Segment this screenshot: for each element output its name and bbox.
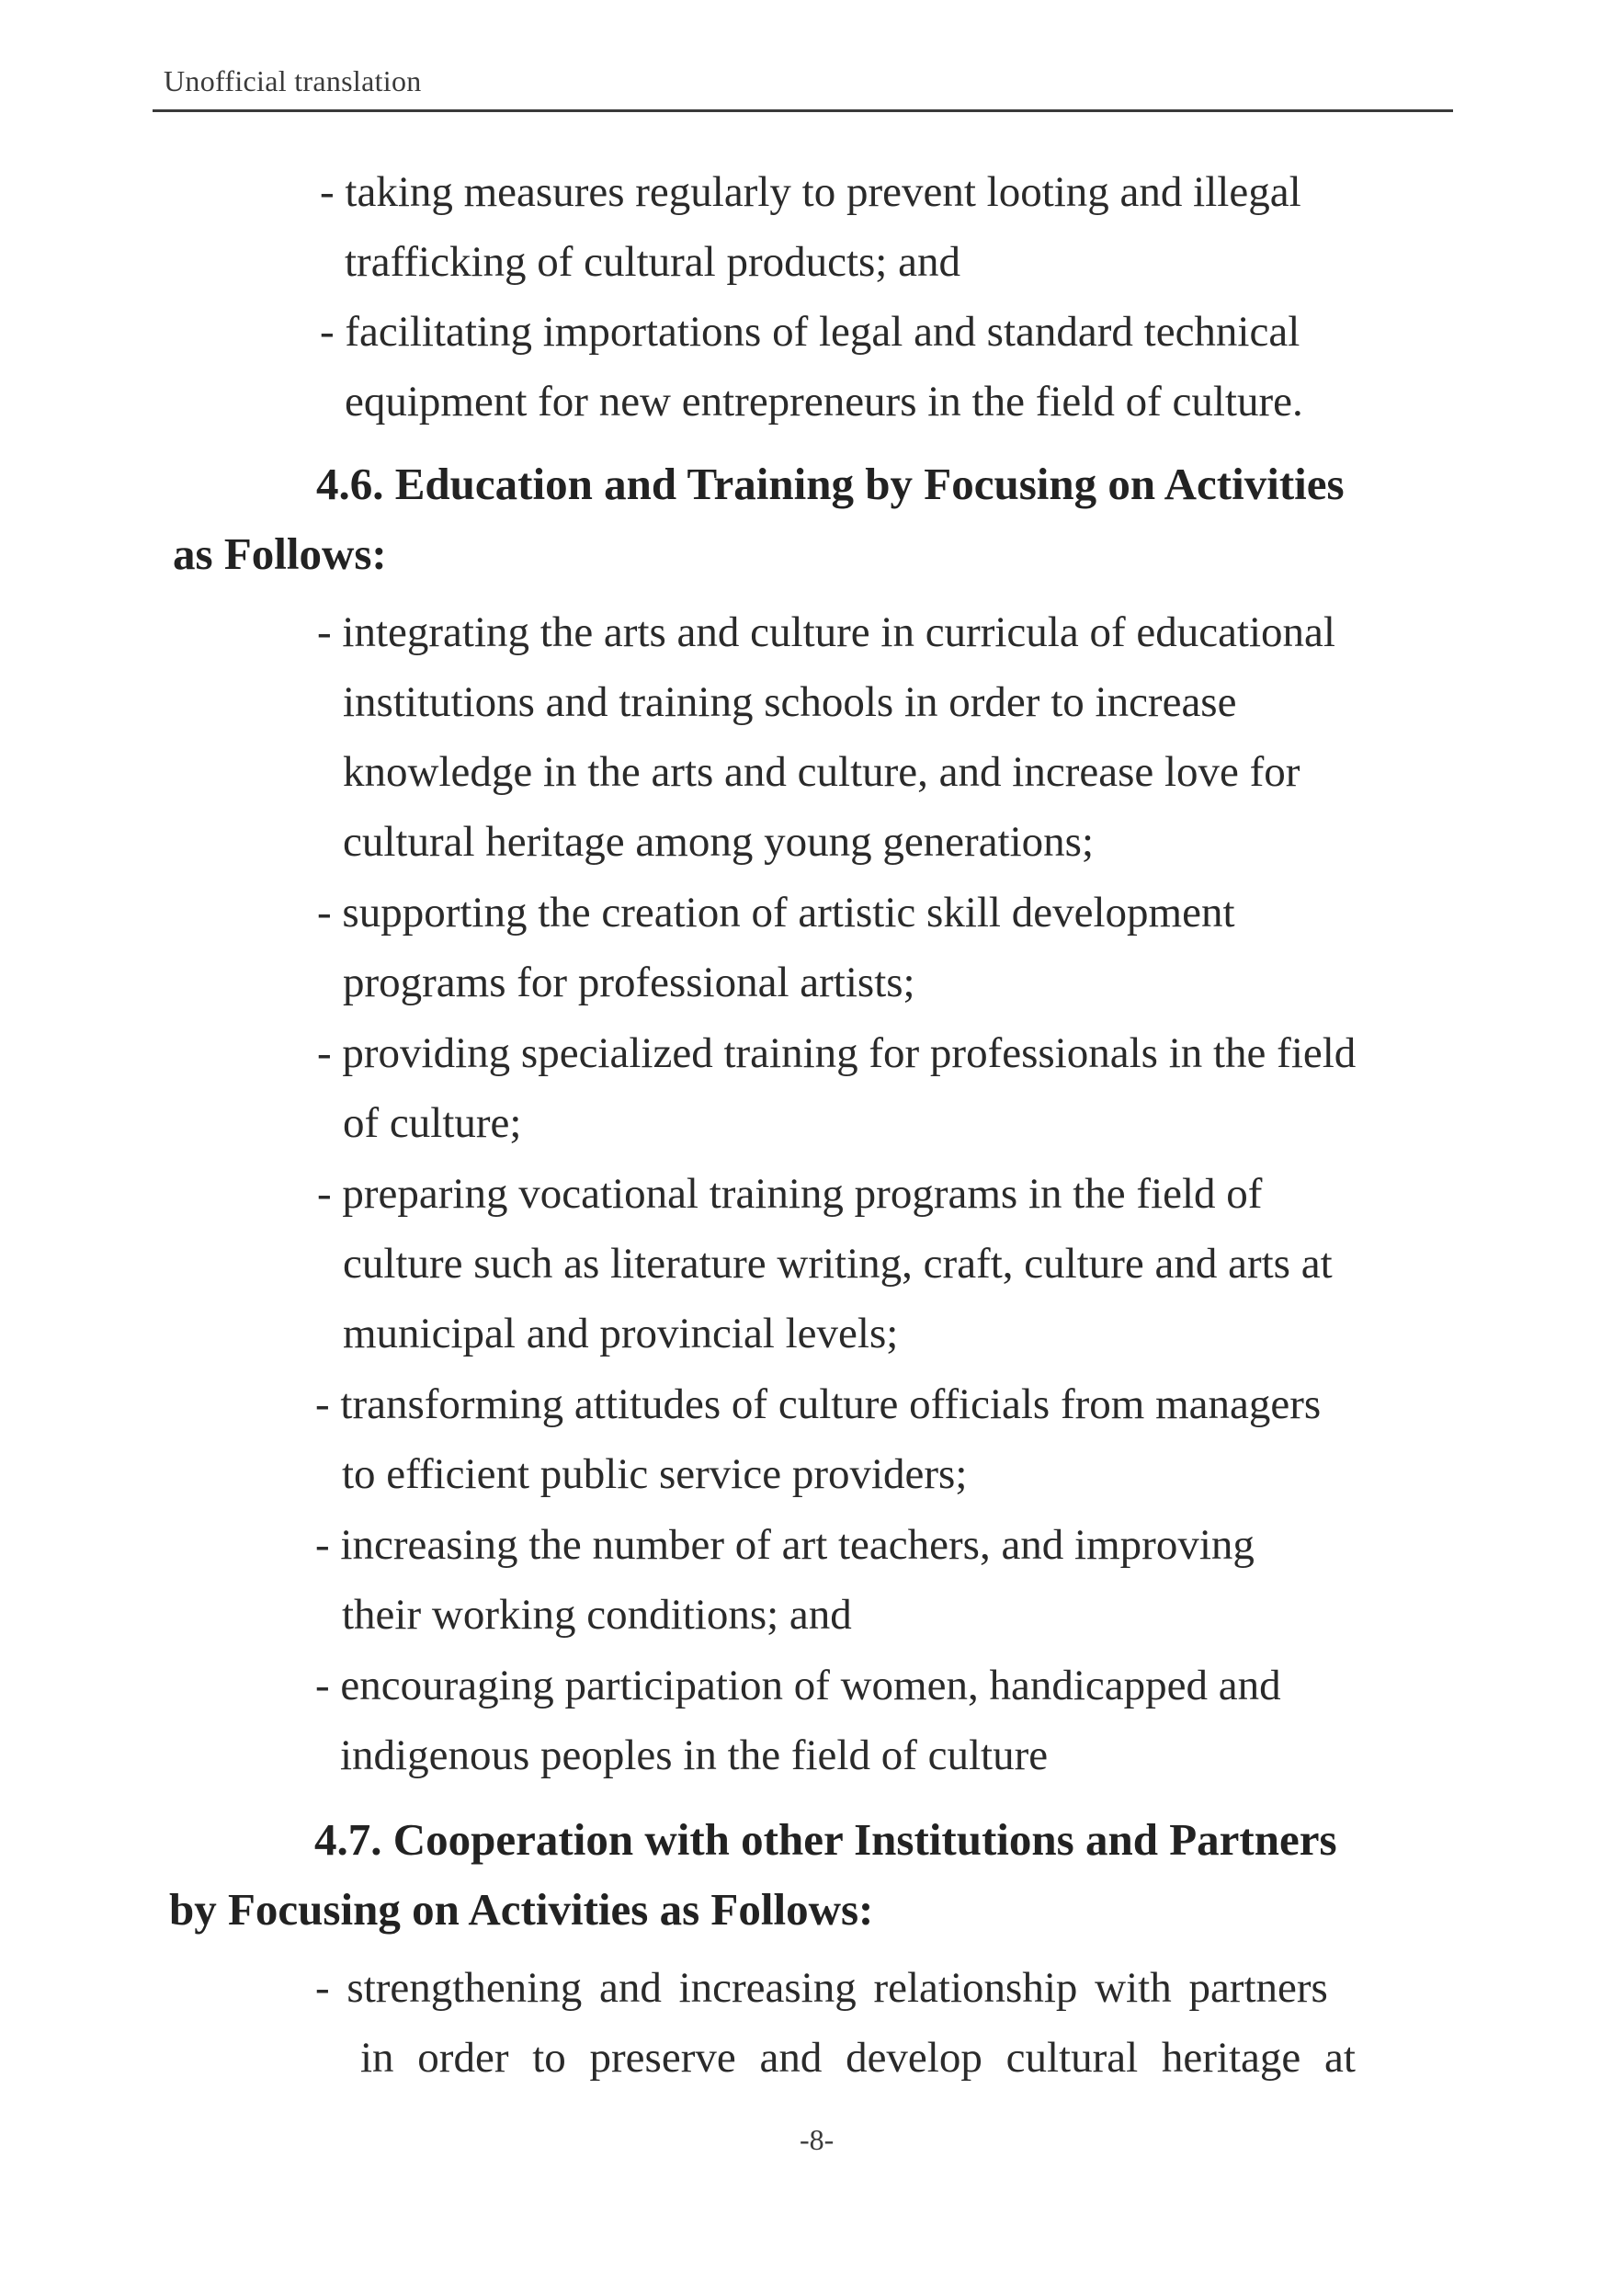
list-item-line: cultural heritage among young generations; [343, 818, 1095, 866]
section-heading-4-7-cont: by Focusing on Activities as Follows: [169, 1884, 874, 1935]
list-item-line: - taking measures regularly to prevent looting and illegal [320, 168, 1301, 216]
list-item-line: - increasing the number of art teachers, and improving [315, 1521, 1255, 1569]
section-heading-4-7: 4.7. Cooperation with other Institutions and Partners [314, 1814, 1337, 1865]
list-item-line: knowledge in the arts and culture, and increase love for [343, 748, 1300, 796]
list-item-line: culture such as literature writing, craft, culture and arts at [343, 1240, 1333, 1288]
list-item-line: municipal and provincial levels; [343, 1310, 899, 1357]
list-item-line: in order to preserve and develop cultural heritage at [360, 2034, 1356, 2082]
header-label: Unofficial translation [164, 64, 422, 97]
list-item-line: - facilitating importations of legal and standard technical [320, 308, 1300, 356]
list-item-line: of culture; [343, 1099, 522, 1147]
list-item-line: indigenous peoples in the field of culture [340, 1731, 1049, 1779]
list-item-line: - integrating the arts and culture in curricula of educational [317, 608, 1335, 656]
list-item-line: to efficient public service providers; [342, 1450, 968, 1498]
list-item-line: - encouraging participation of women, handicapped and [315, 1662, 1281, 1709]
list-item-line: - providing specialized training for professionals in the field [317, 1029, 1357, 1077]
list-item-line: institutions and training schools in order to increase [343, 678, 1237, 726]
list-item-line: - supporting the creation of artistic skill development [317, 889, 1235, 937]
section-heading-4-6: 4.6. Education and Training by Focusing on Activities [316, 459, 1345, 509]
list-item-line: equipment for new entrepreneurs in the field of culture. [345, 378, 1303, 426]
list-item-line: trafficking of cultural products; and [345, 238, 960, 286]
section-heading-4-6-cont: as Follows: [173, 528, 387, 579]
list-item-line: - preparing vocational training programs in the field of [317, 1170, 1263, 1218]
list-item-line: their working conditions; and [342, 1591, 852, 1639]
list-item-line: - transforming attitudes of culture officials from managers [315, 1380, 1322, 1428]
header-divider [153, 109, 1453, 112]
list-item-line: programs for professional artists; [343, 959, 915, 1006]
list-item-line: - strengthening and increasing relationship with partners [315, 1964, 1328, 2012]
page-number: -8- [800, 2123, 835, 2156]
